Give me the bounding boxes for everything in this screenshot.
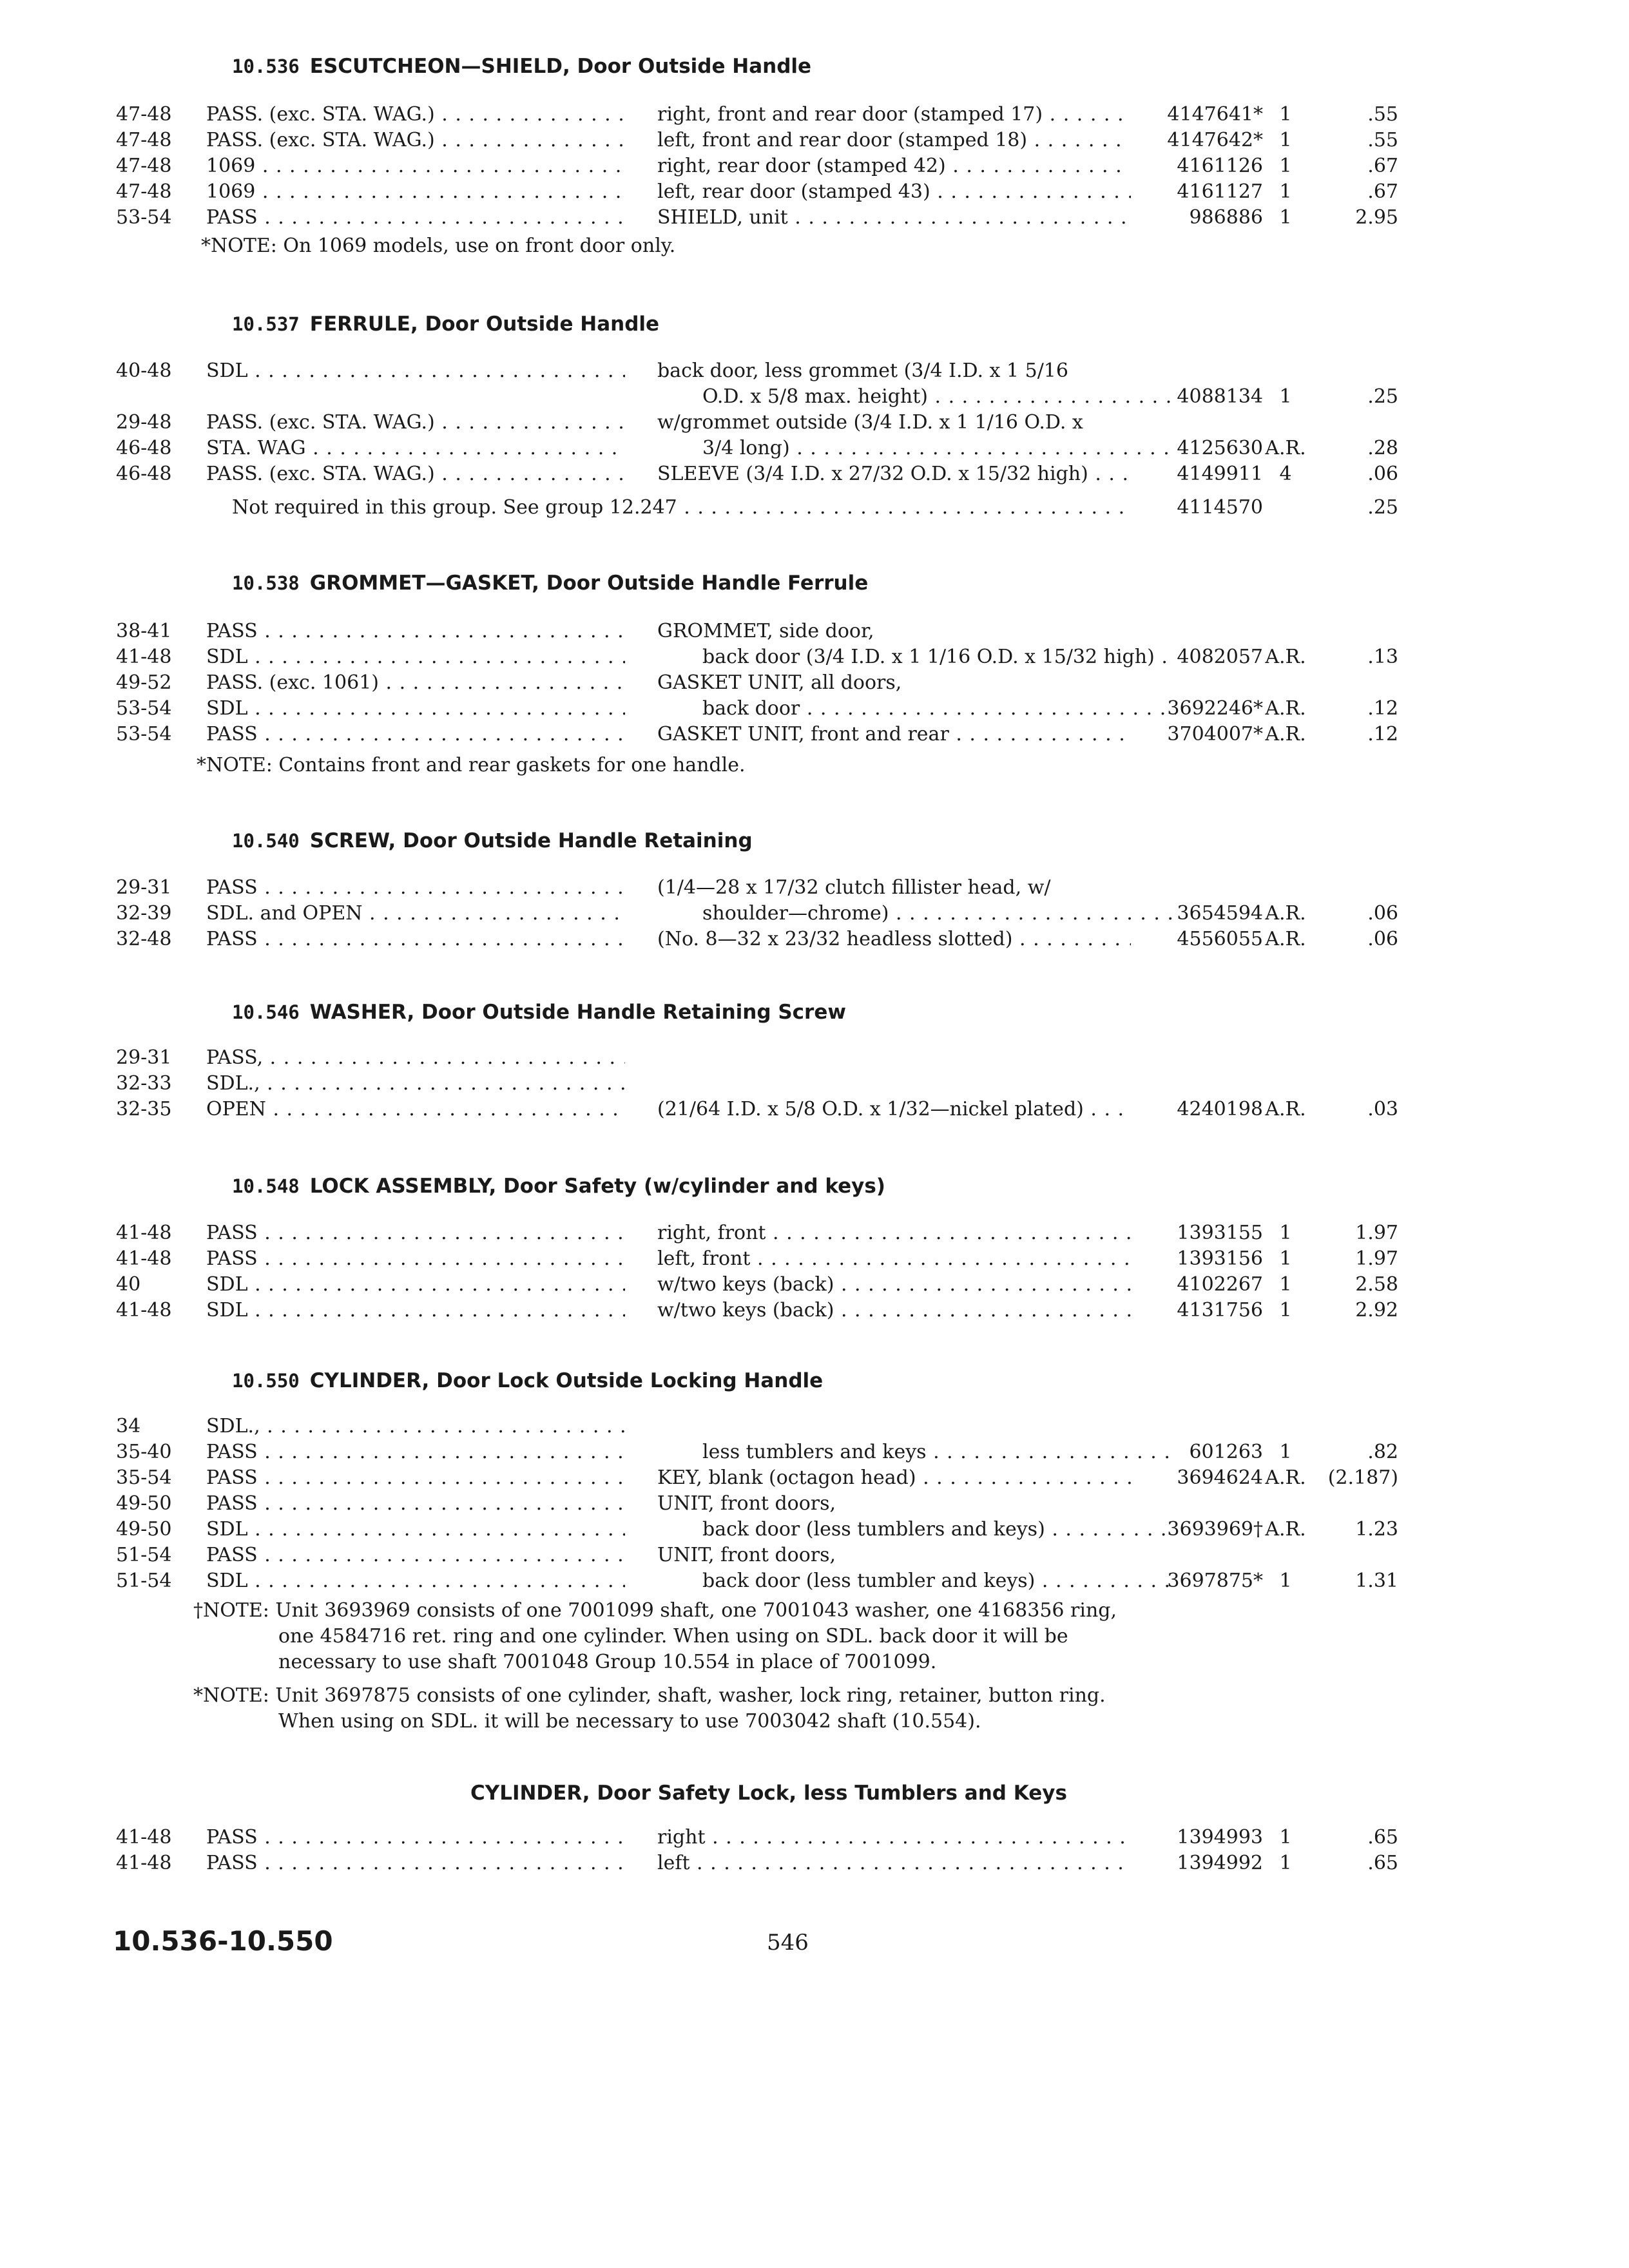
table-row (0, 1414, 1629, 1439)
section-number: 10.546 (232, 1001, 300, 1023)
price: .55 (1367, 103, 1398, 126)
year-range: 41-48 (116, 1247, 172, 1270)
model: PASS . . . (206, 1542, 625, 1568)
price: .28 (1367, 437, 1398, 459)
table-row (0, 696, 1629, 722)
model: PASS . . . (206, 205, 625, 231)
price: 1.23 (1355, 1518, 1398, 1541)
note-text: †NOTE: Unit 3693969 consists of one 7001099 shaft, one 7001043 washer, one 4168356 ring, (193, 1599, 1117, 1622)
part-number: 3654594 (1177, 902, 1263, 925)
price: (2.187) (1327, 1466, 1398, 1489)
table-row (0, 1246, 1629, 1272)
section-title: GROMMET—GASKET, Door Outside Handle Ferrule (309, 572, 869, 595)
part-number: 4161126 (1177, 155, 1263, 177)
part-number: 4556055 (1177, 928, 1263, 950)
section-number: 10.536 (232, 55, 300, 77)
year-range: 51-54 (116, 1570, 172, 1592)
price: .67 (1367, 180, 1398, 203)
model: SDL . . . (206, 1517, 625, 1542)
model: SDL., . . . (206, 1414, 625, 1439)
description: right, front and rear door (stamped 17) . . . (657, 102, 1131, 128)
year-range: 32-39 (116, 902, 172, 925)
description: UNIT, front doors, (657, 1544, 836, 1566)
part-number: 4147641* (1167, 103, 1263, 126)
table-row (0, 1298, 1629, 1323)
model: SDL. and OPEN . . . (206, 901, 625, 927)
section-number: 10.550 (232, 1370, 300, 1392)
description: GASKET UNIT, front and rear . . . (657, 722, 1131, 747)
description: left, rear door (stamped 43) . . . (657, 179, 1131, 205)
year-range: 47-48 (116, 129, 172, 151)
model: PASS . . . (206, 1825, 625, 1850)
description: w/grommet outside (3/4 I.D. x 1 1/16 O.D. x (657, 411, 1083, 434)
part-number: 3697875* (1167, 1570, 1263, 1592)
price: .06 (1367, 928, 1398, 950)
model: STA. WAG . . . (206, 436, 625, 461)
year-range: 49-50 (116, 1518, 172, 1541)
model: PASS, . . . (206, 1045, 625, 1071)
part-number: 4161127 (1177, 180, 1263, 203)
section-number: 10.548 (232, 1175, 300, 1197)
quantity: A.R. (1265, 646, 1306, 668)
quantity: A.R. (1265, 723, 1306, 745)
year-range: 47-48 (116, 180, 172, 203)
table-row (0, 128, 1629, 153)
section-number: 10.538 (232, 572, 300, 594)
quantity: 1 (1279, 1247, 1292, 1270)
table-row (0, 1850, 1629, 1876)
year-range: 32-33 (116, 1072, 172, 1095)
price: .12 (1367, 723, 1398, 745)
quantity: A.R. (1265, 437, 1306, 459)
table-row (0, 1568, 1629, 1594)
part-number: 4125630 (1177, 437, 1263, 459)
price: 2.92 (1355, 1299, 1398, 1321)
table-row (0, 1045, 1629, 1071)
description: 3/4 long) . . . (657, 436, 1176, 461)
page-number: 546 (767, 1930, 809, 1956)
price: 2.58 (1355, 1273, 1398, 1296)
year-range: 29-31 (116, 1046, 172, 1069)
year-range: 41-48 (116, 646, 172, 668)
part-number: 4131756 (1177, 1299, 1263, 1321)
year-range: 49-52 (116, 671, 172, 694)
description: w/two keys (back) . . . (657, 1272, 1131, 1298)
price: .55 (1367, 129, 1398, 151)
part-number: 4149911 (1177, 463, 1263, 485)
description: UNIT, front doors, (657, 1492, 836, 1515)
model: PASS . . . (206, 927, 625, 952)
year-range: 29-31 (116, 876, 172, 899)
part-number: 986886 (1189, 206, 1263, 229)
description: back door (less tumblers and keys) . . . (657, 1517, 1176, 1542)
description: (No. 8—32 x 23/32 headless slotted) . . . (657, 927, 1131, 952)
part-number: 3692246* (1167, 697, 1263, 720)
model: PASS. (exc. STA. WAG.) . . . (206, 410, 625, 436)
quantity: 1 (1279, 1441, 1292, 1463)
description: right . . . (657, 1825, 1131, 1850)
price: .25 (1367, 496, 1398, 519)
table-row (0, 901, 1629, 927)
model: PASS. (exc. 1061) . . . (206, 670, 625, 696)
description: back door, less grommet (3/4 I.D. x 1 5/16 (657, 360, 1068, 382)
table-row (0, 722, 1629, 747)
part-number: 4102267 (1177, 1273, 1263, 1296)
quantity: 1 (1279, 385, 1292, 408)
description: back door . . . (657, 696, 1176, 722)
year-range: 35-54 (116, 1466, 172, 1489)
table-row (0, 644, 1629, 670)
table-row (0, 358, 1629, 384)
price: .65 (1367, 1826, 1398, 1849)
table-row (0, 1542, 1629, 1568)
model: PASS . . . (206, 1439, 625, 1465)
quantity: A.R. (1265, 1098, 1306, 1120)
price: 2.95 (1355, 206, 1398, 229)
quantity: 1 (1279, 1826, 1292, 1849)
model: SDL . . . (206, 1568, 625, 1594)
part-number: 1394992 (1177, 1852, 1263, 1874)
model: PASS . . . (206, 1850, 625, 1876)
quantity: A.R. (1265, 902, 1306, 925)
note-row (0, 495, 1629, 521)
model: 1069 . . . (206, 153, 625, 179)
description: SHIELD, unit . . . (657, 205, 1131, 231)
table-row (0, 1439, 1629, 1465)
model: SDL . . . (206, 1272, 625, 1298)
quantity: 1 (1279, 155, 1292, 177)
section-heading (232, 826, 753, 856)
price: .65 (1367, 1852, 1398, 1874)
part-number: 3694624 (1177, 1466, 1263, 1489)
table-row (0, 1825, 1629, 1850)
table-row (0, 1517, 1629, 1542)
quantity: 1 (1279, 1570, 1292, 1592)
model: 1069 . . . (206, 179, 625, 205)
description: shoulder—chrome) . . . (657, 901, 1176, 927)
quantity: 1 (1279, 1299, 1292, 1321)
part-number: 1393155 (1177, 1222, 1263, 1244)
price: .13 (1367, 646, 1398, 668)
table-row (0, 1220, 1629, 1246)
table-row (0, 619, 1629, 644)
section-heading (232, 1171, 885, 1201)
quantity: 1 (1279, 1273, 1292, 1296)
model: PASS . . . (206, 1491, 625, 1517)
quantity: 1 (1279, 1852, 1292, 1874)
table-row (0, 670, 1629, 696)
model: PASS . . . (206, 1465, 625, 1491)
part-number: 4147642* (1167, 129, 1263, 151)
description: back door (3/4 I.D. x 1 1/16 O.D. x 15/32 high) . . . (657, 644, 1176, 670)
year-range: 53-54 (116, 723, 172, 745)
model: PASS . . . (206, 875, 625, 901)
year-range: 41-48 (116, 1852, 172, 1874)
year-range: 51-54 (116, 1544, 172, 1566)
table-row (0, 179, 1629, 205)
quantity: 1 (1279, 1222, 1292, 1244)
quantity: A.R. (1265, 1466, 1306, 1489)
model: PASS . . . (206, 1246, 625, 1272)
note-text: one 4584716 ret. ring and one cylinder. When using on SDL. back door it will be (278, 1625, 1068, 1648)
description: (21/64 I.D. x 5/8 O.D. x 1/32—nickel plated) . . . (657, 1097, 1131, 1122)
section-number: 10.537 (232, 313, 300, 335)
price: .03 (1367, 1098, 1398, 1120)
description: (1/4—28 x 17/32 clutch fillister head, w/ (657, 876, 1051, 899)
year-range: 53-54 (116, 206, 172, 229)
model: SDL . . . (206, 644, 625, 670)
part-number: 4114570 (1177, 496, 1263, 519)
price: .06 (1367, 902, 1398, 925)
table-row (0, 875, 1629, 901)
part-number: 1394993 (1177, 1826, 1263, 1849)
section-heading (232, 52, 811, 81)
model: PASS . . . (206, 1220, 625, 1246)
description: GROMMET, side door, (657, 620, 874, 642)
description: left, front . . . (657, 1246, 1131, 1272)
table-row (0, 1272, 1629, 1298)
description: O.D. x 5/8 max. height) . . . (657, 384, 1176, 410)
table-row (0, 1491, 1629, 1517)
year-range: 35-40 (116, 1441, 172, 1463)
price: 1.97 (1355, 1247, 1398, 1270)
year-range: 47-48 (116, 103, 172, 126)
table-row (0, 436, 1629, 461)
year-range: 49-50 (116, 1492, 172, 1515)
model: PASS. (exc. STA. WAG.) . . . (206, 128, 625, 153)
price: .67 (1367, 155, 1398, 177)
page-range-label: 10.536-10.550 (113, 1925, 333, 1957)
section-number: 10.540 (232, 830, 300, 852)
description: right, front . . . (657, 1220, 1131, 1246)
section-heading (470, 1778, 1067, 1808)
part-number: 4082057 (1177, 646, 1263, 668)
section-title: SCREW, Door Outside Handle Retaining (309, 829, 753, 852)
quantity: A.R. (1265, 1518, 1306, 1541)
section-heading (232, 997, 846, 1027)
year-range: 38-41 (116, 620, 172, 642)
model: SDL . . . (206, 696, 625, 722)
year-range: 53-54 (116, 697, 172, 720)
table-row (0, 153, 1629, 179)
part-number: 1393156 (1177, 1247, 1263, 1270)
model: SDL . . . (206, 1298, 625, 1323)
description: SLEEVE (3/4 I.D. x 27/32 O.D. x 15/32 high) . . . (657, 461, 1131, 487)
description: back door (less tumbler and keys) . . . (657, 1568, 1176, 1594)
note-text: necessary to use shaft 7001048 Group 10.554 in place of 7001099. (278, 1651, 937, 1673)
model: SDL . . . (206, 358, 625, 384)
description: KEY, blank (octagon head) . . . (657, 1465, 1131, 1491)
price: .06 (1367, 463, 1398, 485)
description: less tumblers and keys . . . (657, 1439, 1176, 1465)
description: GASKET UNIT, all doors, (657, 671, 902, 694)
price: .82 (1367, 1441, 1398, 1463)
year-range: 46-48 (116, 463, 172, 485)
section-title: FERRULE, Door Outside Handle (309, 312, 660, 336)
part-number: 3693969† (1167, 1518, 1263, 1541)
section-title: CYLINDER, Door Safety Lock, less Tumblers and Keys (470, 1782, 1067, 1805)
section-title: ESCUTCHEON—SHIELD, Door Outside Handle (309, 55, 812, 78)
model: PASS . . . (206, 722, 625, 747)
year-range: 47-48 (116, 155, 172, 177)
section-title: LOCK ASSEMBLY, Door Safety (w/cylinder and keys) (309, 1175, 885, 1198)
table-row (0, 1071, 1629, 1097)
description: left, front and rear door (stamped 18) . . . (657, 128, 1131, 153)
price: .12 (1367, 697, 1398, 720)
year-range: 46-48 (116, 437, 172, 459)
note-text: Not required in this group. See group 12.247 . . . (232, 495, 1131, 521)
section-title: CYLINDER, Door Lock Outside Locking Handle (309, 1369, 824, 1392)
table-row (0, 1097, 1629, 1122)
year-range: 29-48 (116, 411, 172, 434)
year-range: 40-48 (116, 360, 172, 382)
table-row (0, 102, 1629, 128)
table-row (0, 410, 1629, 436)
model: PASS . . . (206, 619, 625, 644)
note-text: *NOTE: Unit 3697875 consists of one cylinder, shaft, washer, lock ring, retainer, button ring. (193, 1684, 1106, 1707)
part-number: 4240198 (1177, 1098, 1263, 1120)
note-text: *NOTE: Contains front and rear gaskets for one handle. (197, 754, 746, 776)
year-range: 41-48 (116, 1299, 172, 1321)
quantity: A.R. (1265, 928, 1306, 950)
note-text: When using on SDL. it will be necessary to use 7003042 shaft (10.554). (278, 1710, 981, 1733)
quantity: 1 (1279, 103, 1292, 126)
part-number: 3704007* (1167, 723, 1263, 745)
quantity: 1 (1279, 180, 1292, 203)
description: left . . . (657, 1850, 1131, 1876)
part-number: 601263 (1189, 1441, 1263, 1463)
year-range: 40 (116, 1273, 141, 1296)
year-range: 41-48 (116, 1826, 172, 1849)
table-row (0, 461, 1629, 487)
section-heading (232, 309, 659, 339)
quantity: 1 (1279, 129, 1292, 151)
year-range: 32-35 (116, 1098, 172, 1120)
model: PASS. (exc. STA. WAG.) . . . (206, 102, 625, 128)
section-heading (232, 568, 868, 598)
table-row (0, 384, 1629, 410)
section-title: WASHER, Door Outside Handle Retaining Screw (309, 1001, 846, 1024)
table-row (0, 927, 1629, 952)
quantity: A.R. (1265, 697, 1306, 720)
model: PASS. (exc. STA. WAG.) . . . (206, 461, 625, 487)
table-row (0, 205, 1629, 231)
model: OPEN . . . (206, 1097, 625, 1122)
table-row (0, 1465, 1629, 1491)
year-range: 34 (116, 1415, 141, 1437)
quantity: 1 (1279, 206, 1292, 229)
quantity: 4 (1279, 463, 1292, 485)
price: 1.31 (1355, 1570, 1398, 1592)
section-heading (232, 1366, 823, 1396)
description: w/two keys (back) . . . (657, 1298, 1131, 1323)
part-number: 4088134 (1177, 385, 1263, 408)
description: right, rear door (stamped 42) . . . (657, 153, 1131, 179)
price: .25 (1367, 385, 1398, 408)
price: 1.97 (1355, 1222, 1398, 1244)
note-text: *NOTE: On 1069 models, use on front door only. (201, 235, 676, 257)
year-range: 41-48 (116, 1222, 172, 1244)
year-range: 32-48 (116, 928, 172, 950)
model: SDL., . . . (206, 1071, 625, 1097)
